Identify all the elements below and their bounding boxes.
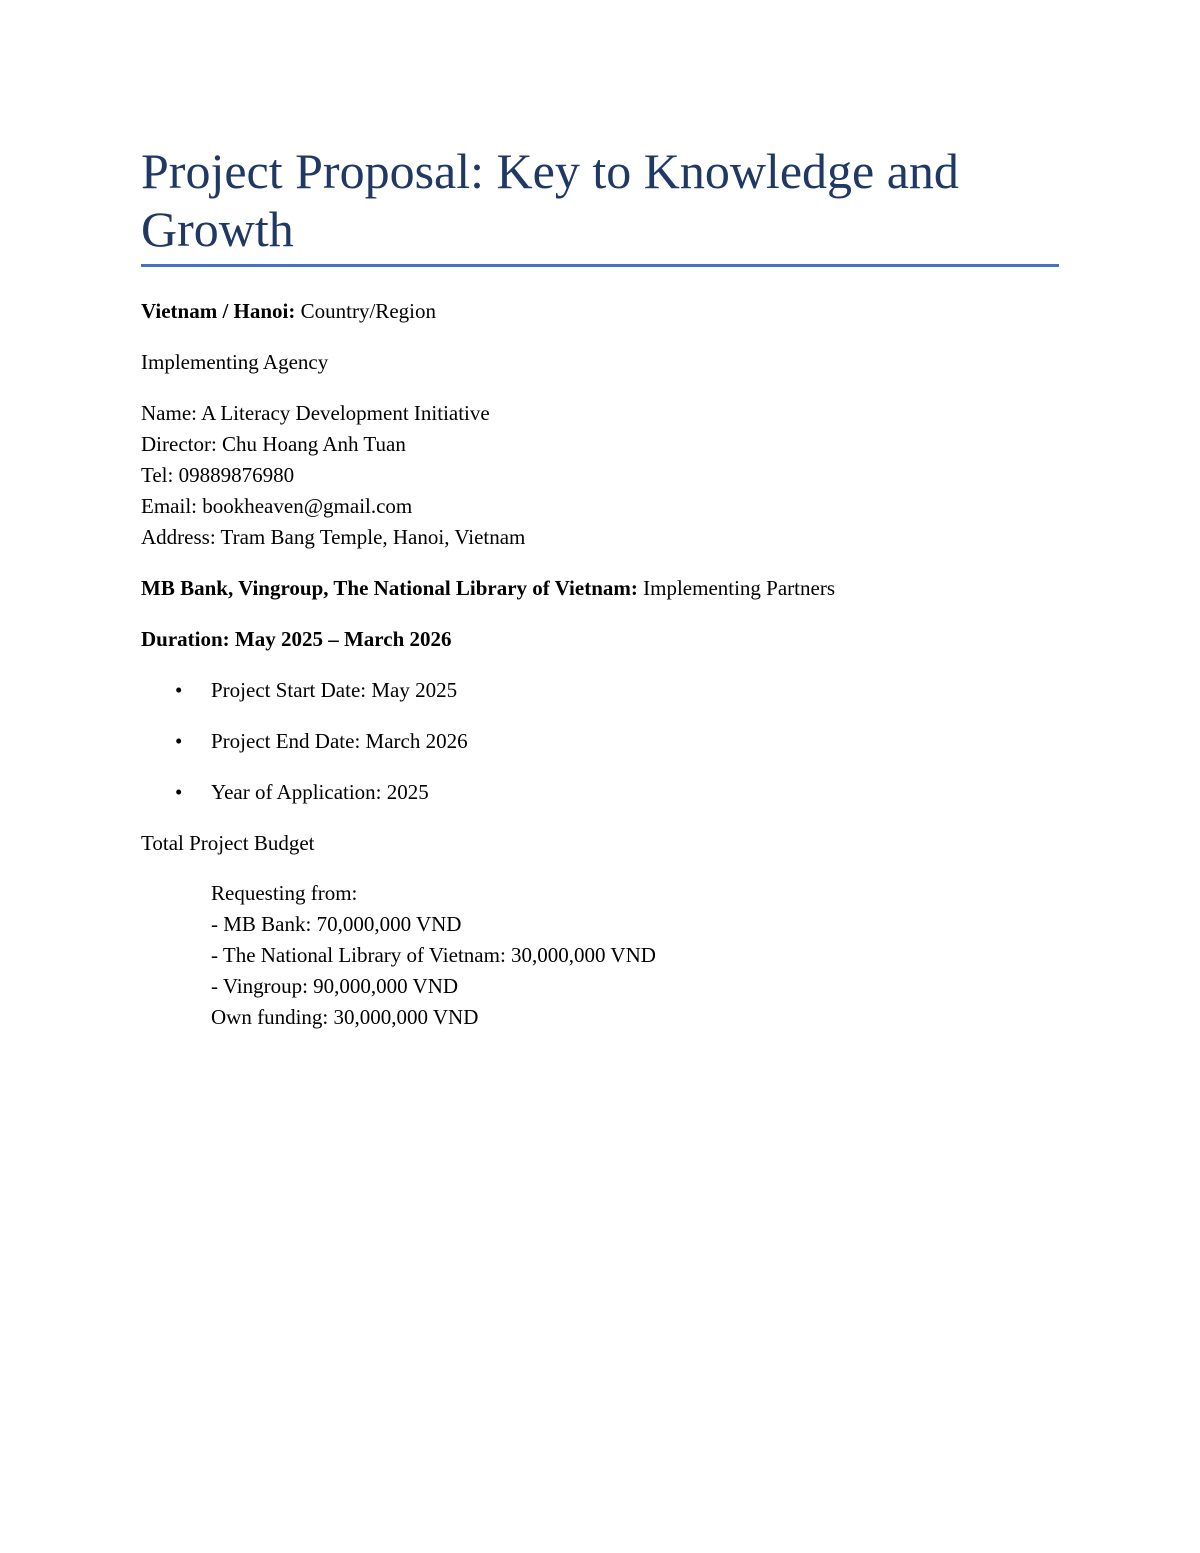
partners-line xyxy=(141,573,835,604)
budget-item-mb-bank: - MB Bank: 70,000,000 VND xyxy=(211,912,462,936)
bullet-end-date: Project End Date: March 2026 xyxy=(211,729,468,753)
bullet-start-date: Project Start Date: May 2025 xyxy=(211,678,458,702)
duration-heading xyxy=(141,624,452,655)
bullet-icon: • xyxy=(175,729,183,753)
bullet-icon: • xyxy=(175,678,183,702)
region-line xyxy=(141,296,436,327)
region-value: Country/Region xyxy=(300,299,436,323)
budget-item-national-library: - The National Library of Vietnam: 30,000,000 VND xyxy=(211,943,656,967)
agency-email: Email: bookheaven@gmail.com xyxy=(141,494,413,518)
bullet-application-year: Year of Application: 2025 xyxy=(211,780,429,804)
region-label: Vietnam / Hanoi: xyxy=(141,299,296,323)
budget-requesting: Requesting from: xyxy=(211,881,358,905)
title-underline xyxy=(141,264,1059,267)
agency-name: Name: A Literacy Development Initiative xyxy=(141,401,490,425)
partners-label: MB Bank, Vingroup, The National Library of Vietnam: xyxy=(141,576,638,600)
budget-own-funding: Own funding: 30,000,000 VND xyxy=(211,1005,479,1029)
agency-tel: Tel: 09889876980 xyxy=(141,463,295,487)
document-title: Project Proposal: Key to Knowledge and Growth xyxy=(141,143,959,257)
partners-value: Implementing Partners xyxy=(643,576,835,600)
budget-item-vingroup: - Vingroup: 90,000,000 VND xyxy=(211,974,459,998)
agency-heading: Implementing Agency xyxy=(141,350,329,374)
agency-director: Director: Chu Hoang Anh Tuan xyxy=(141,432,406,456)
bullet-icon: • xyxy=(175,780,183,804)
agency-address: Address: Tram Bang Temple, Hanoi, Vietnam xyxy=(141,525,526,549)
budget-heading: Total Project Budget xyxy=(141,831,315,855)
duration-heading-text: Duration: May 2025 – March 2026 xyxy=(141,627,452,651)
